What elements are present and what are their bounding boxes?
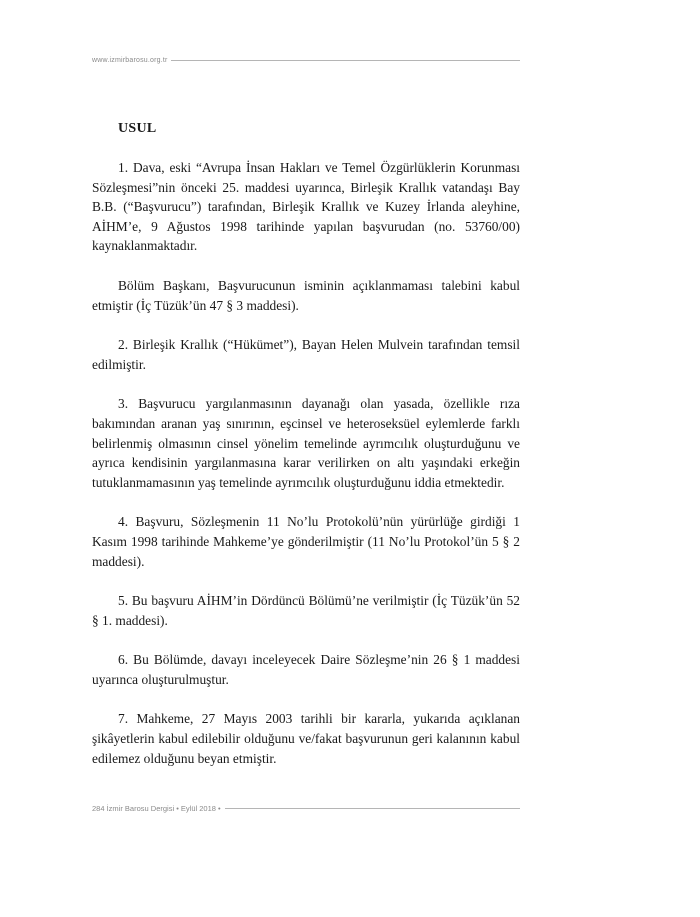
page-content xyxy=(92,118,520,788)
page-header xyxy=(92,53,520,67)
page-footer xyxy=(92,802,520,814)
section-heading: USUL xyxy=(118,121,157,136)
footer-rule xyxy=(225,808,520,809)
footer-text: 284 İzmir Barosu Dergisi • Eylül 2018 • xyxy=(92,803,221,813)
header-url: www.izmirbarosu.org.tr xyxy=(92,56,168,64)
paragraph-2: 2. Birleşik Krallık (“Hükümet”), Bayan Helen Mulvein tarafından temsil edilmiştir. xyxy=(92,337,520,372)
paragraph-1-note: Bölüm Başkanı, Başvurucunun isminin açıklanmaması talebini kabul etmiştir (İç Tüzük’ün 47 § 3 maddesi). xyxy=(92,277,520,313)
paragraph-1: 1. Dava, eski “Avrupa İnsan Hakları ve Temel Özgürlüklerin Korunması Sözleşmesi”nin önceki 25. maddesi uyarınca, Birleşik Krallık vatandaşı Bay B.B. (“Başvurucu”) tarafından, Birleşik Krallık ve Kuzey İrlanda aleyhine, AİHM’e, 9 Ağustos 1998 tarihinde yapılan başvurudan (no. 53760/00) kaynaklanmaktadır. xyxy=(92,160,520,254)
paragraph-4: 4. Başvuru, Sözleşmenin 11 No’lu Protokolü’nün yürürlüğe girdiği 1 Kasım 1998 tarihinde Mahkeme’ye gönderilmiştir (11 No’lu Protokol’ün 5 § 2 maddesi). xyxy=(92,514,520,569)
header-rule xyxy=(171,60,520,61)
paragraph-7: 7. Mahkeme, 27 Mayıs 2003 tarihli bir kararla, yukarıda açıklanan şikâyetlerin kabul edilebilir olduğunu ve/fakat başvurunun geri kalanının kabul edilemez olduğunu beyan etmiştir. xyxy=(92,711,520,766)
paragraph-6: 6. Bu Bölümde, davayı inceleyecek Daire Sözleşme’nin 26 § 1 maddesi uyarınca oluşturulmuştur. xyxy=(92,652,520,687)
paragraph-3: 3. Başvurucu yargılanmasının dayanağı olan yasada, özellikle rıza bakımından aranan yaş sınırının, eşcinsel ve heteroseksüel eylemlerde farklı belirlenmiş olmasının cinsel yönelim temelinde ayrımcılık oluşturduğunu ve ayrıca kendisinin yargılanmasına karar verilirken on altı yaşındaki erkeğin tutuklanmamasının yaş temelinde ayrımcılık oluşturduğunu iddia etmektedir. xyxy=(92,396,520,490)
paragraph-5: 5. Bu başvuru AİHM’in Dördüncü Bölümü’ne verilmiştir (İç Tüzük’ün 52 § 1. maddesi). xyxy=(92,593,520,628)
